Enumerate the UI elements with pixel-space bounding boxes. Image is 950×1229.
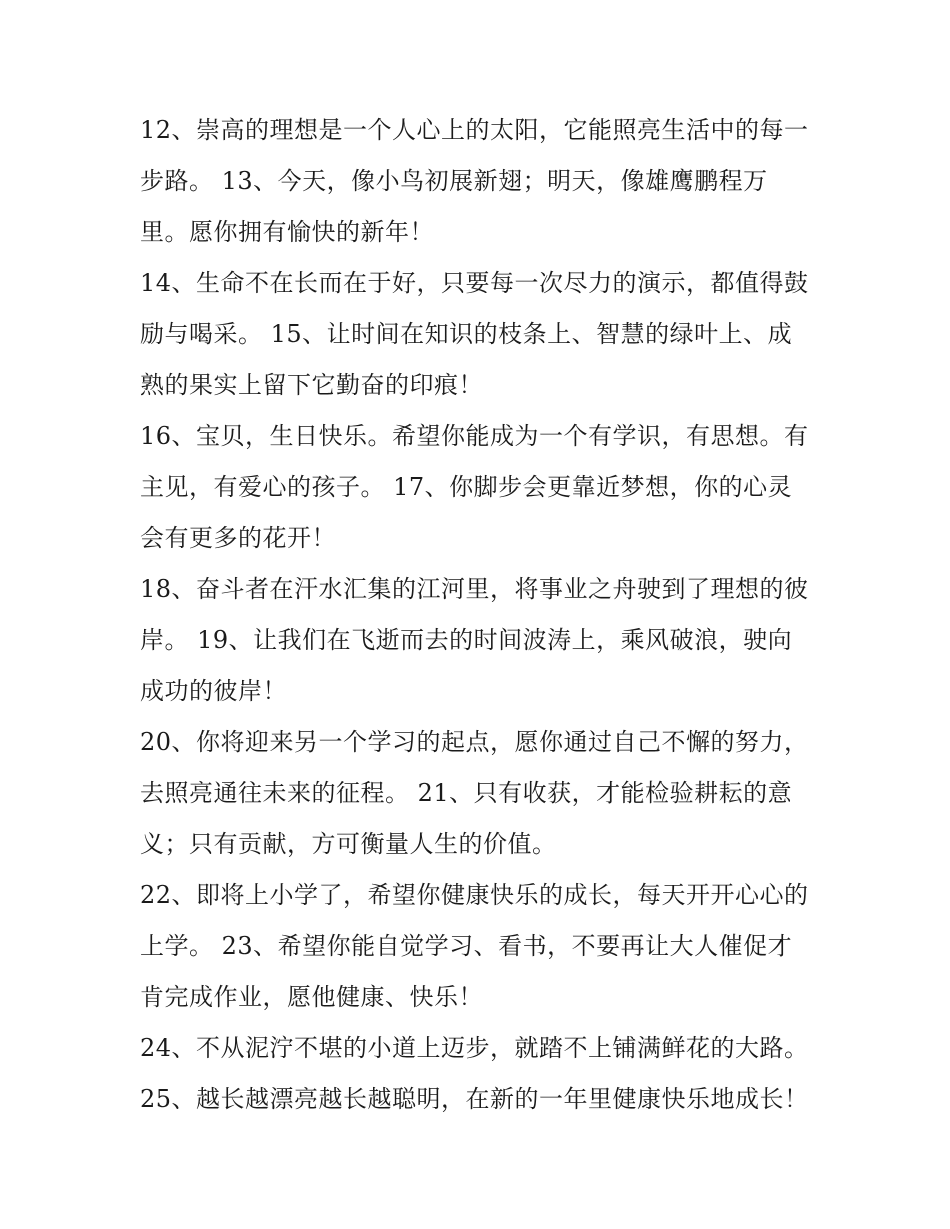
text-line: 里。愿你拥有愉快的新年！ bbox=[140, 218, 434, 246]
text-line: 上学。 23、希望你能自觉学习、看书，不要再让大人催促才 bbox=[140, 932, 793, 960]
text-line: 义；只有贡献，方可衡量人生的价值。 bbox=[140, 830, 557, 858]
document-body bbox=[140, 105, 820, 1125]
text-line: 12、崇高的理想是一个人心上的太阳，它能照亮生活中的每一 bbox=[140, 116, 809, 144]
text-line: 16、宝贝，生日快乐。希望你能成为一个有学识，有思想。有 bbox=[140, 422, 809, 450]
text-line: 步路。 13、今天，像小鸟初展新翅；明天，像雄鹰鹏程万 bbox=[140, 167, 768, 195]
text-line: 励与喝采。 15、让时间在知识的枝条上、智慧的绿叶上、成 bbox=[140, 320, 793, 348]
text-line: 熟的果实上留下它勤奋的印痕！ bbox=[140, 371, 483, 399]
text-line: 20、你将迎来另一个学习的起点，愿你通过自己不懈的努力， bbox=[140, 728, 809, 756]
text-line: 主见，有爱心的孩子。 17、你脚步会更靠近梦想，你的心灵 bbox=[140, 473, 793, 501]
text-line: 去照亮通往未来的征程。 21、只有收获，才能检验耕耘的意 bbox=[140, 779, 793, 807]
text-line: 18、奋斗者在汗水汇集的江河里，将事业之舟驶到了理想的彼 bbox=[140, 575, 809, 603]
text-line: 24、不从泥泞不堪的小道上迈步，就踏不上铺满鲜花的大路。 bbox=[140, 1034, 809, 1062]
text-line: 22、即将上小学了，希望你健康快乐的成长，每天开开心心的 bbox=[140, 881, 809, 909]
text-line: 14、生命不在长而在于好，只要每一次尽力的演示，都值得鼓 bbox=[140, 269, 809, 297]
text-line: 肯完成作业，愿他健康、快乐！ bbox=[140, 983, 483, 1011]
text-line: 会有更多的花开！ bbox=[140, 524, 336, 552]
text-line: 岸。 19、让我们在飞逝而去的时间波涛上，乘风破浪，驶向 bbox=[140, 626, 793, 654]
text-line: 25、越长越漂亮越长越聪明，在新的一年里健康快乐地成长！ bbox=[140, 1085, 809, 1113]
text-line: 成功的彼岸！ bbox=[140, 677, 287, 705]
